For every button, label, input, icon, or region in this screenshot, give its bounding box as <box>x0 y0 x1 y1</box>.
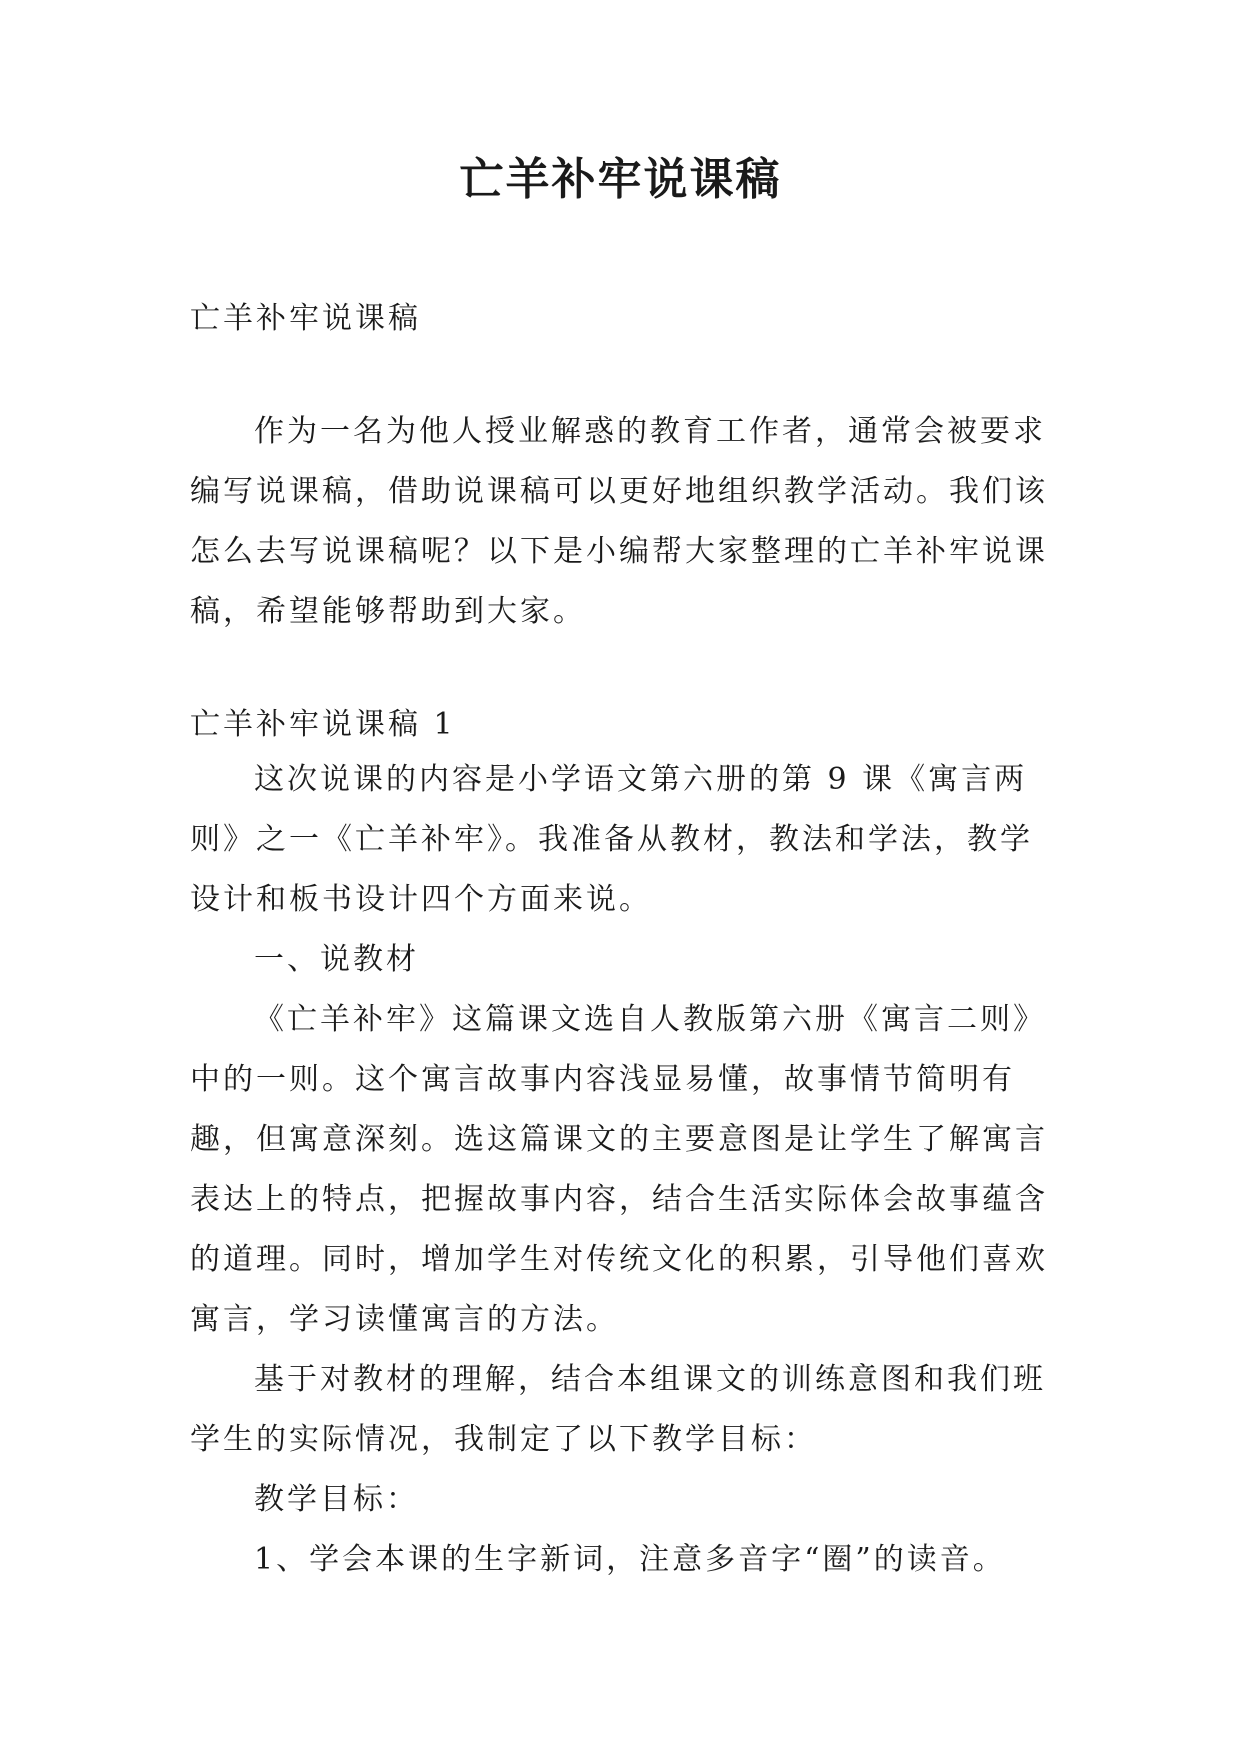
paragraph-textbook-analysis: 《亡羊补牢》这篇课文选自人教版第六册《寓言二则》中的一则。这个寓言故事内容浅显易懂，故事情节简明有趣，但寓意深刻。选这篇课文的主要意图是让学生了解寓言表达上的特点，把握故事内容，结合生活实际体会故事蕴含的道理。同时，增加学生对传统文化的积累，引导他们喜欢寓言，学习读懂寓言的方法。 <box>190 1002 1048 1337</box>
paragraph-goals-label: 教学目标： <box>254 1482 419 1517</box>
section-content <box>190 750 1050 1590</box>
paragraph-lesson-overview: 这次说课的内容是小学语文第六册的第 9 课《寓言两则》之一《亡羊补牢》。我准备从教材，教法和学法，教学设计和板书设计四个方面来说。 <box>190 762 1033 917</box>
paragraph-goals-basis: 基于对教材的理解，结合本组课文的训练意图和我们班学生的实际情况，我制定了以下教学目标： <box>190 1362 1046 1457</box>
paragraph-heading-textbook: 一、说教材 <box>254 942 419 977</box>
paragraph-goal-1: 1、学会本课的生字新词，注意多音字“圈”的读音。 <box>254 1542 1006 1577</box>
section-heading: 亡羊补牢说课稿 1 <box>190 707 456 742</box>
document-subtitle: 亡羊补牢说课稿 <box>190 301 421 336</box>
intro-paragraph: 作为一名为他人授业解惑的教育工作者，通常会被要求编写说课稿，借助说课稿可以更好地组织教学活动。我们该怎么去写说课稿呢？以下是小编帮大家整理的亡羊补牢说课稿，希望能够帮助到大家。 <box>190 414 1048 629</box>
document-title: 亡羊补牢说课稿 <box>459 154 782 205</box>
